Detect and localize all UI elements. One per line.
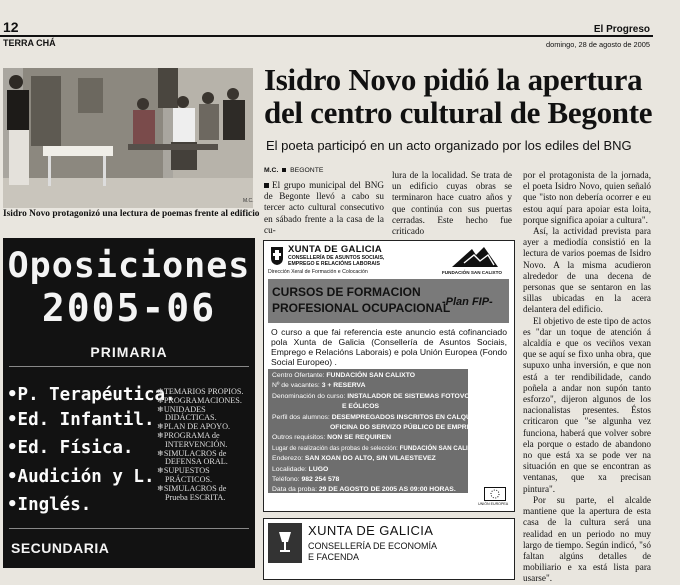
byline [264, 167, 323, 174]
feature-item: ❄PLAN DE APOYO. [157, 422, 231, 432]
article-col3-p1: por el protagonista de la jornada, el poeta Isidro Novo, quien señaló que "isto non debería ocorrer e eu estou aquí para apoiar esta loita, porque significa apoiar a cultura". [523, 170, 651, 225]
feature-item: DIDÁCTICAS. [165, 413, 217, 423]
oposiciones-title: Oposiciones [7, 246, 251, 286]
photo-credit: M.C. [243, 198, 254, 204]
galicia-shield-icon [270, 246, 284, 266]
feature-item: ❄PROGRAMACIONES. [157, 395, 242, 405]
xunta-conselleria-1: CONSELLERÍA DE ASUNTOS SOCIAIS, [288, 255, 385, 261]
header-rule [0, 35, 653, 37]
plan-fip: -Plan FIP- [442, 296, 493, 308]
info-row: E EÓLICOS [342, 403, 380, 411]
xunta-direction: Dirección Xeral de Formación e Colocación [268, 269, 368, 275]
course-title-2: PROFESIONAL OCUPACIONAL [272, 301, 451, 315]
xunta-course-ad [263, 240, 515, 512]
article-column-3 [523, 170, 651, 585]
secundaria-heading: SECUNDARIA [11, 540, 110, 556]
info-row: OFICINA DO SERVIZO PÚBLICO DE EMPREGO. [330, 424, 484, 432]
subject-infantil: •Ed. Infantil. [7, 410, 155, 430]
feature-item: ❄SIMULACROS de [157, 483, 227, 493]
xunta-org: XUNTA DE GALICIA [288, 244, 382, 255]
photo-illustration [3, 68, 253, 208]
feature-item: DEFENSA ORAL. [165, 457, 228, 467]
subheadline: El poeta participó en un acto organizado por los ediles del BNG [266, 138, 632, 153]
xunta2-conselleria-1: CONSELLERÍA DE ECONOMÍA [308, 541, 438, 551]
san-calixto-logo-icon [450, 245, 500, 269]
info-row: Perfil dos alumnos: DESEMPREGADOS INSCRITOS EN CALQUERA [272, 413, 486, 421]
byline-initials: M.C. [264, 167, 279, 174]
article-col3-p3: El objetivo de este tipo de actos es "dar un toque de atención á alcaldía e que os veciños vexan que se aquí se fixo unha obra, que supuxo unha inversión, e que non está a ter rendibilidade, cando poñela a andar non supón tanto esforzo", dijeron algunos de los nacionalistas presentes. Éstos criticaron que "se algunha vez funciona, haberá que volver sobre ela porque o estado de abandono no que está xa se pode ver na situación en que se encontran as ventanas, que xa precisan pintura". [523, 315, 651, 494]
feature-item: ❄TEMARIOS PROPIOS. [157, 387, 244, 396]
info-row: Localidade: LUGO [272, 465, 329, 473]
subject-audicion: •Audición y L. [7, 467, 155, 487]
course-title-1: CURSOS DE FORMACION [272, 285, 421, 299]
xunta2-conselleria-2: E FACENDA [308, 552, 360, 562]
photo-caption: Isidro Novo protagonizó una lectura de poemas frente al edificio [3, 209, 260, 219]
xunta-economia-ad [263, 518, 515, 580]
feature-item: Prueba ESCRITA. [165, 492, 226, 502]
galicia-chalice-icon [275, 528, 295, 558]
info-row: Teléfono: 982 254 578 [272, 476, 340, 484]
primaria-divider [9, 366, 249, 367]
article-col3-p2: Así, la actividad prevista para ayer a mediodía consistió en la lectura de varios poemas de Isidro Novo. A la misma acudieron alrededor de una decena de personas que se sentaron en las sillas ubicadas en la acera delantera del edificio. [523, 226, 651, 315]
info-row: Data da proba: 29 DE AGOSTO DE 2005 AS 09:00 HORAS. [272, 486, 456, 494]
course-info-box [268, 369, 499, 494]
info-row: Outros requisitos: NON SE REQUIREN [272, 434, 391, 442]
section-label: TERRA CHÁ [3, 38, 56, 48]
byline-place: BEGONTE [290, 167, 324, 174]
feature-item: ❄PROGRAMA de [157, 430, 220, 440]
oposiciones-ad [3, 238, 255, 568]
info-row: Denominación do curso: INSTALADOR DE SISTEMAS FOTOVOLTAICOS [272, 392, 499, 400]
headline-line2: del centro cultural de Begonte [264, 95, 653, 130]
publication-name: El Progreso [593, 24, 650, 35]
lead-square [264, 183, 269, 188]
features-list [157, 388, 255, 502]
course-description: O curso a que fai referencia este anuncio está cofinanciado pola Xunta de Galicia (Consellería de Asuntos Sociais, Emprego e Relacións Laborais) e pola Unión Europea (Fondo Social Europeo) . [271, 327, 507, 367]
feature-item: ❄SUPUESTOS [157, 466, 210, 476]
xunta-conselleria-2: EMPREGO E RELACIÓNS LABORAIS [288, 261, 380, 267]
primaria-heading: PRIMARIA [90, 344, 168, 360]
article-col2-text: lura de la localidad. Se trata de un edificio cuyas obras se terminaron hace cuatro años y que continúa con sus puertas cerradas. Este hecho fue criticado [392, 170, 512, 237]
article-col1-text: El grupo municipal del BNG de Begonte llevó a cabo su tercer acto cultural consecutivo en sábado frente a la casa de la cu- [264, 180, 384, 235]
info-row: Nº de vacantes: 3 + RESERVA [272, 382, 366, 390]
xunta2-org: XUNTA DE GALICIA [308, 523, 434, 538]
subject-ingles: •Inglés. [7, 495, 92, 515]
date-line: domingo, 28 de agosto de 2005 [546, 40, 650, 49]
info-row: Enderezo: SAN XOAN DO ALTO, S/N VILAESTEVEZ [272, 455, 436, 463]
article-photo [3, 68, 253, 208]
feature-item: ❄UNIDADES [157, 404, 206, 414]
feature-item: ❄SIMULACROS de [157, 448, 227, 458]
info-row: Centro Ofertante: FUNDACIÓN SAN CALIXTO [272, 372, 416, 379]
feature-item: PRÁCTICOS. [165, 474, 213, 484]
feature-item: INTERVENCIÓN. [165, 439, 228, 449]
subject-fisica: •Ed. Física. [7, 438, 134, 458]
foundation-label: FUNDACIÓN SAN CALIXTO [442, 270, 502, 275]
eu-label: UNIÓN EUROPEA [478, 502, 509, 506]
info-row: Lugar de realización das probas de selección: FUNDACIÓN SAN CALIXTO [272, 444, 481, 452]
secundaria-divider [9, 528, 249, 529]
article-col3-p4: Por su parte, el alcalde mantiene que la apertura de esta casa de la cultura será una realidad en un periodo no muy largo de tiempo. Según indicó, "só faltan algúns detalles de mobiliario e xa está lista para usarse". [523, 494, 651, 584]
article-column-2 [392, 170, 512, 237]
article-column-1 [264, 180, 384, 236]
eu-flag-icon [484, 487, 506, 501]
oposiciones-year: 2005-06 [41, 286, 217, 330]
byline-square [282, 168, 286, 172]
page-number: 12 [3, 19, 19, 35]
headline-line1: Isidro Novo pidió la apertura [264, 62, 643, 97]
subject-terapeutica: •P. Terapéutica. [7, 385, 176, 405]
